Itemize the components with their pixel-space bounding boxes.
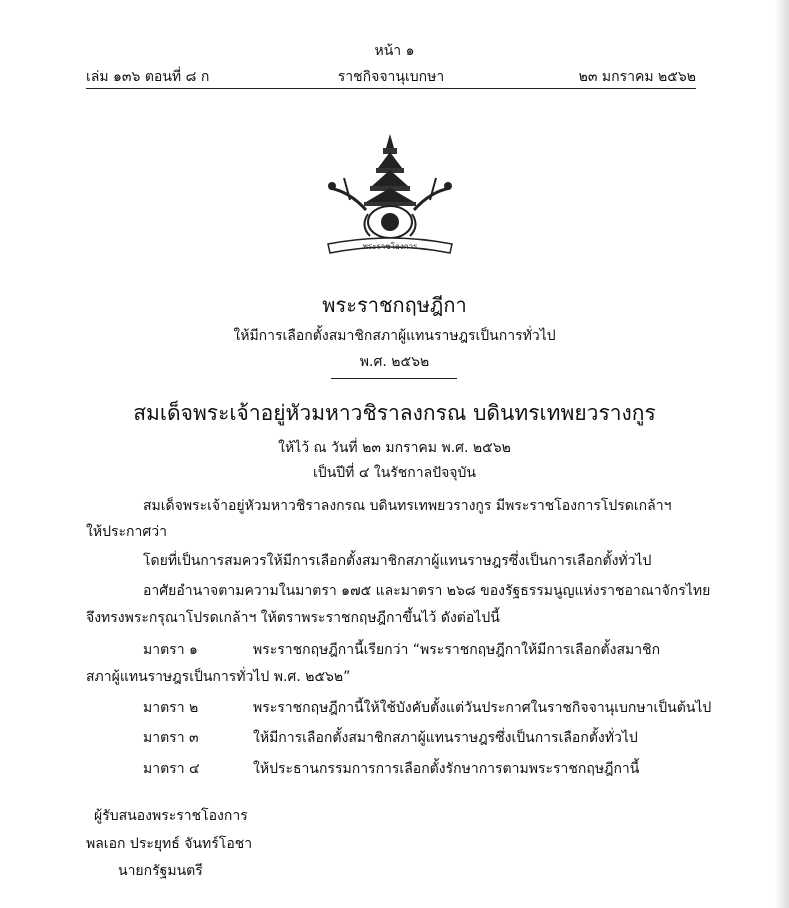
section-2	[143, 697, 711, 719]
section-label: มาตรา ๑	[143, 642, 198, 658]
reason-paragraph: โดยที่เป็นการสมควรให้มีการเลือกตั้งสมาชิกสภาผู้แทนราษฎรซึ่งเป็นการเลือกตั้งทั่วไป	[143, 553, 652, 569]
decree-title: พระราชกฤษฎีกา	[322, 293, 467, 317]
section-1	[143, 639, 660, 661]
authority-line-2: จึงทรงพระกรุณาโปรดเกล้าฯ ให้ตราพระราชกฤษฎีกาขึ้นไว้ ดังต่อไปนี้	[86, 610, 500, 626]
volume-issue: เล่ม ๑๓๖ ตอนที่ ๘ ก	[86, 69, 210, 85]
section-text: ให้ประธานกรรมการการเลือกตั้งรักษาการตามพระราชกฤษฎีกานี้	[253, 761, 640, 777]
preamble-line-2: ให้ประกาศว่า	[86, 524, 167, 540]
section-3	[143, 727, 638, 749]
decree-year: พ.ศ. ๒๕๖๒	[359, 354, 430, 370]
king-name: สมเด็จพระเจ้าอยู่หัวมหาวชิราลงกรณ บดินทรเทพยวรางกูร	[133, 401, 656, 425]
page-number: หน้า ๑	[374, 43, 415, 59]
reign-year: เป็นปีที่ ๔ ในรัชกาลปัจจุบัน	[313, 465, 476, 481]
authority-line-1: อาศัยอำนาจตามความในมาตรา ๑๗๕ และมาตรา ๒๖๘ ของรัฐธรรมนูญแห่งราชอาณาจักรไทย	[143, 583, 711, 599]
given-date: ให้ไว้ ณ วันที่ ๒๓ มกราคม พ.ศ. ๒๕๖๒	[278, 440, 511, 456]
preamble-line-1: สมเด็จพระเจ้าอยู่หัวมหาวชิราลงกรณ บดินทรเทพยวรางกูร มีพระราชโองการโปรดเกล้าฯ	[143, 498, 672, 514]
countersign-name: พลเอก ประยุทธ์ จันทร์โอชา	[86, 836, 253, 852]
title-divider	[331, 378, 457, 379]
section-label: มาตรา ๓	[143, 730, 199, 746]
section-4	[143, 758, 639, 780]
emblem-ribbon-text: พระราชโองการ	[362, 242, 418, 251]
royal-emblem-icon	[320, 130, 460, 255]
header-date: ๒๓ มกราคม ๒๕๖๒	[578, 69, 696, 85]
gazette-name: ราชกิจจานุเบกษา	[337, 69, 445, 85]
countersign-title: นายกรัฐมนตรี	[118, 863, 203, 879]
section-text: พระราชกฤษฎีกานี้เรียกว่า “พระราชกฤษฎีกาให้มีการเลือกตั้งสมาชิก	[253, 642, 661, 658]
decree-subtitle: ให้มีการเลือกตั้งสมาชิกสภาผู้แทนราษฎรเป็นการทั่วไป	[233, 328, 556, 344]
section-label: มาตรา ๒	[143, 700, 199, 716]
section-text: ให้มีการเลือกตั้งสมาชิกสภาผู้แทนราษฎรซึ่งเป็นการเลือกตั้งทั่วไป	[253, 730, 638, 746]
section-label: มาตรา ๔	[143, 761, 200, 777]
section-text: พระราชกฤษฎีกานี้ให้ใช้บังคับตั้งแต่วันประกาศในราชกิจจานุเบกษาเป็นต้นไป	[253, 700, 712, 716]
gazette-header	[86, 64, 696, 89]
countersign-label: ผู้รับสนองพระราชโองการ	[94, 808, 248, 824]
section-1-continuation: สภาผู้แทนราษฎรเป็นการทั่วไป พ.ศ. ๒๕๖๒”	[86, 669, 351, 685]
